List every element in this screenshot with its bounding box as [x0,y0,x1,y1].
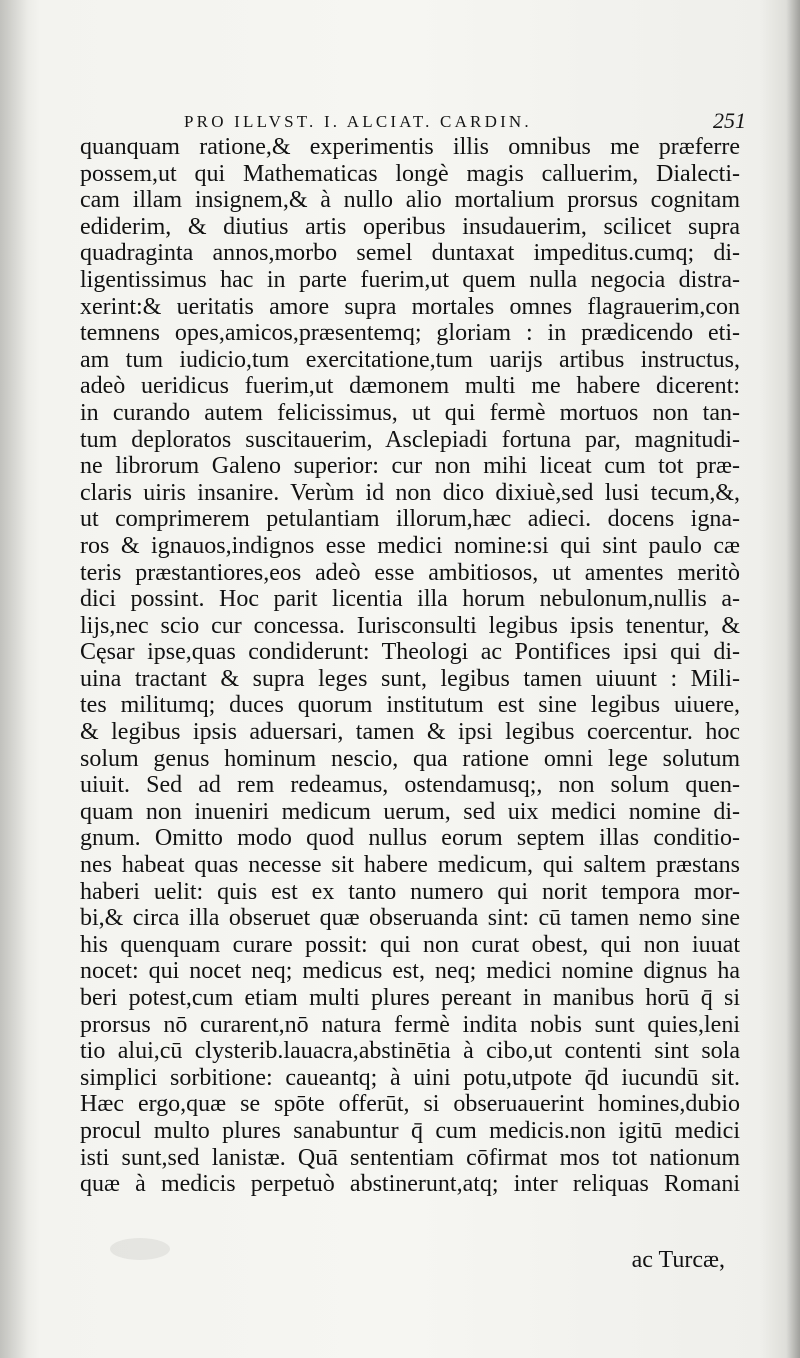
text-line: tum deploratos suscitauerim, Asclepiadi fortuna par, magnitudi- [80,426,740,453]
text-line: claris uiris insanire. Verùm id non dico dixiuè,sed lusi tecum,&, [80,479,740,506]
text-line: ne librorum Galeno superior: cur non mihi liceat cum tot præ- [80,453,740,480]
text-line: lijs,nec scio cur concessa. Iurisconsulti legibus ipsis tenentur, & [80,612,740,639]
running-title: PRO ILLVST. I. ALCIAT. CARDIN. [184,112,532,131]
text-line: ediderim, & diutius artis operibus insudauerim, scilicet supra [80,213,740,240]
text-line: quam non inueniri medicum uerum, sed uix medici nomine di- [80,798,740,825]
text-line: uiuit. Sed ad rem redeamus, ostendamusq;, non solum quen- [80,772,740,799]
text-line: isti sunt,sed lanistæ. Quā sententiam cōfirmat mos tot nationum [80,1144,740,1171]
text-line: ros & ignauos,indignos esse medici nomine:si qui sint paulo cæ [80,532,740,559]
text-line: tio alui,cū clysterib.lauacra,abstinētia à cibo,ut contenti sint sola [80,1038,740,1065]
text-line: in curando autem felicissimus, ut qui fermè mortuos non tan- [80,399,740,426]
catchword-text: ac Turcæ, [631,1247,725,1273]
text-line: bi,& circa illa obseruet quæ obseruanda sint: cū tamen nemo sine [80,905,740,932]
catchword [80,1247,725,1277]
text-line: procul multo plures sanabuntur q̄ cum medicis.non igitū medici [80,1117,740,1144]
text-line: quadraginta annos,morbo semel duntaxat impeditus.cumq; di- [80,240,740,267]
text-line: quanquam ratione,& experimentis illis omnibus me præferre [80,134,740,160]
text-line: nes habeat quas necesse sit habere medicum, qui saltem præstans [80,852,740,879]
text-line: solum genus hominum nescio, qua ratione omni lege solutum [80,745,740,772]
text-line: temnens opes,amicos,præsentemq; gloriam : in prædicendo eti- [80,320,740,347]
text-line: his quenquam curare possit: qui non curat obest, qui non iuuat [80,931,740,958]
text-line: teris præstantiores,eos adeò esse ambitiosos, ut amentes meritò [80,559,740,586]
text-line: Hæc ergo,quæ se spōte offerūt, si obseruauerint homines,dubio [80,1091,740,1118]
text-line: possem,ut qui Mathematicas longè magis calluerim, Dialecti- [80,160,740,187]
text-line: ut comprimerem petulantiam illorum,hæc adieci. docens igna- [80,506,740,533]
text-line: xerint:& ueritatis amore supra mortales omnes flagrauerim,con [80,293,740,320]
text-line: simplici sorbitione: caueantq; à uini potu,utpote q̄d iucundū sit. [80,1064,740,1091]
text-line: cam illam insignem,& à nullo alio mortalium prorsus cognitam [80,187,740,214]
page-edge-shadow [786,0,800,1358]
text-line: haberi uelit: quis est ex tanto numero qui norit tempora mor- [80,878,740,905]
text-line: nocet: qui nocet neq; medicus est, neq; medici nomine dignus ha [80,958,740,985]
text-line: dici possint. Hoc parit licentia illa horum nebulonum,nullis a- [80,586,740,613]
body-text [80,134,740,1198]
text-line: tes militumq; duces quorum institutum est sine legibus uiuere, [80,692,740,719]
text-line: uina tractant & supra leges sunt, legibus tamen uiuunt : Mili- [80,665,740,692]
page-number: 251 [713,108,746,133]
text-line: quæ à medicis perpetuò abstinerunt,atq; inter reliquas Romani [80,1171,740,1198]
text-line: gnum. Omitto modo quod nullus eorum septem illas conditio- [80,825,740,852]
text-line: Cęsar ipse,quas condiderunt: Theologi ac Pontifices ipsi qui di- [80,639,740,666]
text-line: am tum iudicio,tum exercitatione,tum uarijs artibus instructus, [80,346,740,373]
text-line: prorsus nō curarent,nō natura fermè indita nobis sunt quies,leni [80,1011,740,1038]
text-line: beri potest,cum etiam multi plures pereant in manibus horū q̄ si [80,985,740,1011]
text-line: adeò ueridicus fuerim,ut dæmonem multi me habere dicerent: [80,373,740,400]
text-line: & legibus ipsis aduersari, tamen & ipsi legibus coercentur. hoc [80,719,740,746]
text-line: ligentissimus hac in parte fuerim,ut quem nulla negocia distra- [80,266,740,293]
gutter-shadow [0,0,28,1358]
